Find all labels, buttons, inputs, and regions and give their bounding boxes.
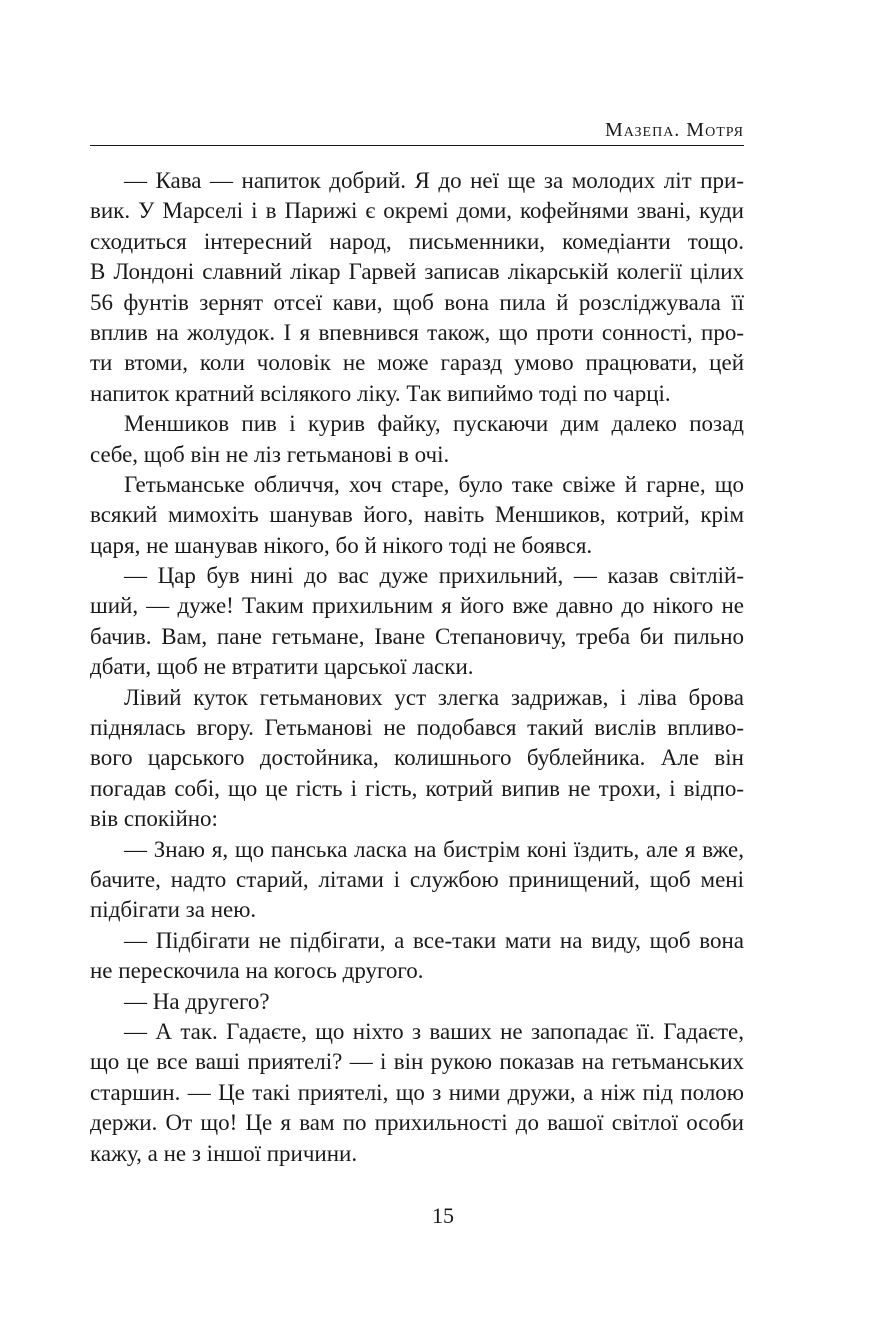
text-line: погадав собі, що це гість і гість, котрий випив не трохи, і відпо- (90, 775, 744, 801)
text-line: вів спокійно: (90, 806, 218, 832)
text-line: вплив на жолудок. І я впевнився також, що проти сонності, про- (90, 319, 744, 345)
text-line: держи. От що! Це я вам по прихильності до вашої світлої особи (90, 1110, 744, 1136)
text-line: — А так. Гадаєте, що ніхто з ваших не запопадає її. Гадаєте, (124, 1018, 744, 1044)
text-line: царя, не шанував нікого, бо й нікого тоді не боявся. (90, 532, 593, 558)
text-line: бачив. Вам, пане гетьмане, Іване Степановичу, треба би пильно (90, 623, 744, 649)
text-line: В Лондоні славний лікар Гарвей записав лікарській колегії цілих (90, 259, 744, 285)
text-line: напиток кратний всілякого ліку. Так випиймо тоді по чарці. (90, 380, 671, 406)
text-line: кажу, а не з іншої причини. (90, 1140, 358, 1166)
text-line: вого царського достойника, колишнього бублейника. Але він (90, 745, 744, 771)
text-line: Лівий куток гетьманових уст злегка задрижав, і ліва брова (124, 684, 744, 710)
text-line: не перескочила на когось другого. (90, 958, 424, 984)
text-line: Гетьманське обличчя, хоч старе, було таке свіже й гарне, що (124, 471, 744, 497)
text-line: 56 фунтів зернят отсеї кави, щоб вона пила й розсліджувала її (90, 289, 744, 315)
text-line: себе, щоб він не ліз гетьманові в очі. (90, 441, 450, 467)
text-line: сходиться інтересний народ, письменники, комедіанти тощо. (90, 228, 744, 254)
text-line: ти втоми, коли чоловік не може гаразд умово працювати, цей (90, 350, 744, 376)
page-header (90, 117, 744, 146)
text-line: — Цар був нині до вас дуже прихильний, — казав світлій- (124, 563, 744, 589)
text-line: — Підбігати не підбігати, а все-таки мати на виду, щоб вона (124, 927, 744, 953)
text-line: що це все ваші приятелі? — і він рукою показав на гетьманських (90, 1049, 744, 1075)
text-line: ший, — дуже! Таким прихильним я його вже давно до нікого не (90, 593, 744, 619)
text-line: старшин. — Це такі приятелі, що з ними дружи, а ніж під полою (90, 1079, 744, 1105)
page-number: 15 (432, 1203, 454, 1228)
text-line: підбігати за нею. (90, 897, 257, 923)
text-line: вик. У Марселі і в Парижі є окремі доми, кофейнями звані, куди (90, 198, 744, 224)
text-line: бачите, надто старий, літами і службою принищений, щоб мені (90, 866, 744, 892)
body-text (90, 166, 744, 1169)
text-line: — Знаю я, що панська ласка на бистрім коні їздить, але я вже, (124, 836, 744, 862)
text-line: всякий мимохіть шанував його, навіть Меншиков, котрий, крім (90, 502, 744, 528)
text-line: піднялась вгору. Гетьманові не подобався такий вислів впливо- (90, 715, 744, 741)
text-line: — На другего? (124, 988, 270, 1014)
text-line: — Кава — напиток добрий. Я до неї ще за молодих літ при- (124, 168, 744, 193)
text-line: дбати, щоб не втратити царської ласки. (90, 654, 474, 680)
text-line: Меншиков пив і курив файку, пускаючи дим далеко позад (124, 411, 744, 437)
running-title: Мазепа. Мотря (604, 119, 744, 141)
